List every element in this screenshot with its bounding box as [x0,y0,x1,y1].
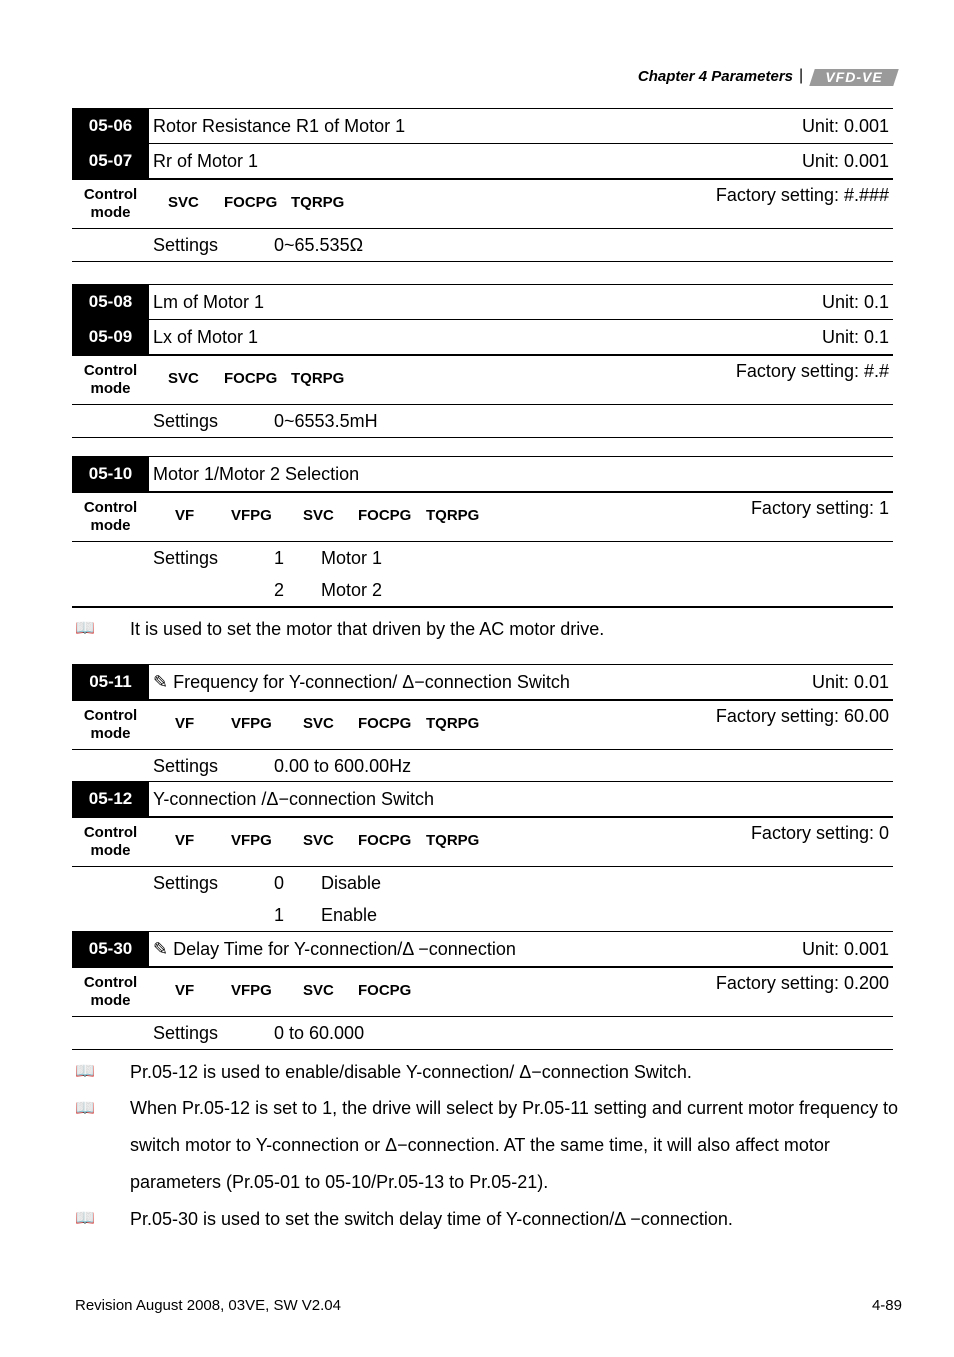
param-title: Lm of Motor 1 [153,292,265,312]
mode-svc: SVC [303,832,334,849]
param-code: 05-06 [72,109,149,143]
mode-vfpg: VFPG [231,832,272,849]
param-row [72,109,893,143]
settings-desc: Disable [321,873,382,893]
mode-focpg: FOCPG [358,715,412,732]
settings-row [72,229,893,261]
settings-row [72,542,893,574]
settings-desc: Enable [321,905,378,925]
mode-focpg: FOCPG [224,370,278,387]
settings-label: Settings [153,1023,219,1043]
settings-label: Settings [153,548,219,568]
param-code: 05-11 [72,665,149,699]
book-icon: 📖 [75,1100,95,1117]
mode-vfpg: VFPG [231,982,272,999]
param-title: Rotor Resistance R1 of Motor 1 [153,116,406,136]
param-code: 05-12 [72,782,149,816]
factory-setting: Factory setting: 60.00 [715,706,889,726]
control-mode-label: Control mode [83,186,138,221]
mode-svc: SVC [303,982,334,999]
control-mode-row [72,818,893,866]
mode-tqrpg: TQRPG [426,507,480,524]
writable-flag-icon: ✎ [153,672,169,692]
param-code: 05-10 [72,457,149,491]
param-group-05-12 [72,781,893,931]
param-code: 05-09 [72,320,149,354]
settings-value: 1 [274,905,285,925]
param-title: ✎ Frequency for Y-connection/ Δ−connection Switch [153,672,570,692]
mode-vf: VF [175,715,195,732]
settings-desc: Motor 2 [321,580,383,600]
param-title: ✎ Delay Time for Y-connection/Δ −connection [153,939,516,959]
param-row [72,782,893,816]
settings-row [72,750,893,782]
factory-setting: Factory setting: 0 [750,823,889,843]
param-row [72,144,893,178]
settings-row [72,1017,893,1049]
mode-tqrpg: TQRPG [291,194,345,211]
settings-row [72,574,893,606]
settings-desc: Motor 1 [321,548,383,568]
param-row [72,932,893,966]
settings-value: 0 to 60.000 [274,1023,365,1043]
control-mode-row [72,701,893,749]
factory-setting: Factory setting: 1 [750,498,889,518]
book-icon: 📖 [75,620,95,637]
settings-label: Settings [153,756,219,776]
param-group-05-10 [72,456,893,608]
param-title: Rr of Motor 1 [153,151,259,171]
mode-focpg: FOCPG [358,982,412,999]
control-mode-label: Control mode [83,362,138,397]
settings-value: 2 [274,580,285,600]
settings-row [72,867,893,899]
param-group-05-11 [72,664,893,782]
mode-vf: VF [175,982,195,999]
settings-row [72,899,893,931]
param-group-05-08 [72,284,893,438]
control-mode-row [72,180,893,228]
book-icon: 📖 [75,1210,95,1227]
mode-tqrpg: TQRPG [426,832,480,849]
mode-focpg: FOCPG [358,507,412,524]
param-code: 05-07 [72,144,149,178]
param-code: 05-30 [72,932,149,966]
control-mode-row [72,493,893,541]
header-separator: | [799,67,804,84]
control-mode-row [72,356,893,404]
writable-flag-icon: ✎ [153,939,169,959]
param-group-05-30 [72,931,893,1050]
param-unit: Unit: 0.01 [811,672,889,692]
param-unit: Unit: 0.1 [821,292,889,312]
settings-value: 1 [274,548,285,568]
mode-svc: SVC [168,194,199,211]
param-row [72,285,893,319]
mode-tqrpg: TQRPG [426,715,480,732]
mode-svc: SVC [168,370,199,387]
settings-label: Settings [153,873,219,893]
settings-value: 0~6553.5mH [274,411,378,431]
factory-setting: Factory setting: #.### [715,185,889,205]
param-row [72,457,893,491]
control-mode-label: Control mode [83,824,138,859]
settings-label: Settings [153,235,219,255]
book-icon: 📖 [75,1063,95,1080]
settings-value: 0~65.535Ω [274,235,364,255]
param-group-05-06 [72,108,893,262]
param-unit: Unit: 0.001 [801,939,889,959]
factory-setting: Factory setting: 0.200 [715,973,889,993]
param-row [72,665,893,699]
settings-value: 0 [274,873,285,893]
settings-row [72,405,893,437]
param-row [72,320,893,354]
param-unit: Unit: 0.001 [801,116,889,136]
param-unit: Unit: 0.001 [801,151,889,171]
control-mode-label: Control mode [83,707,138,742]
control-mode-label: Control mode [83,499,138,534]
param-title: Motor 1/Motor 2 Selection [153,464,360,484]
mode-focpg: FOCPG [224,194,278,211]
settings-value: 0.00 to 600.00Hz [274,756,412,776]
param-title: Y-connection /Δ−connection Switch [153,789,435,809]
mode-svc: SVC [303,715,334,732]
param-code: 05-08 [72,285,149,319]
param-title: Lx of Motor 1 [153,327,259,347]
control-mode-label: Control mode [83,974,138,1009]
mode-vfpg: VFPG [231,507,272,524]
footer-revision: Revision August 2008, 03VE, SW V2.04 [75,1297,341,1314]
mode-vfpg: VFPG [231,715,272,732]
param-unit: Unit: 0.1 [821,327,889,347]
mode-vf: VF [175,832,195,849]
vfd-ve-logo: VFD-VE [809,69,899,86]
control-mode-row [72,968,893,1016]
mode-focpg: FOCPG [358,832,412,849]
settings-label: Settings [153,411,219,431]
mode-tqrpg: TQRPG [291,370,345,387]
mode-vf: VF [175,507,195,524]
factory-setting: Factory setting: #.# [735,361,889,381]
page-number: 4-89 [871,1297,902,1314]
chapter-title: Chapter 4 Parameters [637,68,793,85]
mode-svc: SVC [303,507,334,524]
